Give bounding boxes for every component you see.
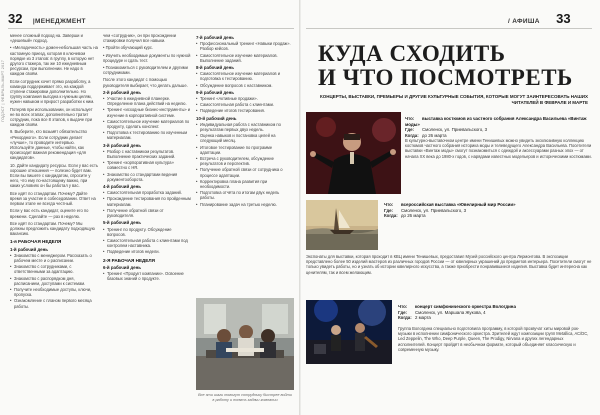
paragraph: • Познакомиться с руководителем и другими сотрудниками.	[103, 65, 188, 76]
title-line-2: И ЧТО ПОСМОТРЕТЬ	[318, 65, 573, 90]
article-title	[318, 42, 583, 90]
when-label: Когда:	[405, 132, 419, 138]
when-label: Когда:	[398, 315, 412, 321]
office-illustration	[196, 298, 294, 390]
event-when	[384, 213, 592, 219]
where-label: Где:	[384, 207, 394, 213]
left-column-3	[196, 33, 294, 295]
day-heading: 10-й рабочий день	[196, 115, 237, 121]
event-address: Смоленск, ул. Приевальского, 3	[401, 207, 467, 213]
paragraph: 10. Дайте кандидату ресурсы. Если у вас есть хорошие отношения — полезно будет вам. Если вы пишете с кандидатом, спросите у него, что ему по-настоящему важно, при каких условиях он бы работал у вас.	[10, 162, 98, 189]
list-item: • Знакомство с распорядком дня, расписанием, доступами к системам.	[10, 276, 98, 286]
week-heading: 2-Я РАБОЧАЯ НЕДЕЛЯ	[103, 257, 155, 263]
singer-photo	[306, 112, 401, 194]
event-2-info	[384, 202, 592, 219]
list-item: • Получение обратной связи от сотрудника о процессе адаптации.	[196, 167, 294, 177]
event-date: до 26 марта	[401, 213, 426, 219]
article-lead: КОНЦЕРТЫ, ВЫСТАВКИ, ПРЕМЬЕРЫ И ДРУГИЕ КУЛЬТУРНЫЕ СОБЫТИЯ, КОТОРЫЕ МОГУТ ЗАИНТЕРЕСОВАТЬ НАШИХ ЧИТАТЕЛЕЙ В ФЕВРАЛЕ И МАРТЕ	[320, 94, 588, 105]
list-item: • Тренинг «Продукт компании». Освоение базовых знаний о продукте.	[103, 271, 191, 281]
event-body: Экспонаты для выставки, которая проходит в КВЦ имени Тенишевых, предоставил Музей российского центра Лермонтова. В экспозиции представлено более 50 изделий мастеров из различных городов России — от ювелирных украшений до предметов интерьера. Посетители смогут не только увидеть работы, но и узнать об истории ювелирного искусства, а также приобрести понравившиеся изделия. Выставка будет интересна как ценителям, так и всем желающим.	[306, 254, 592, 275]
list-item: • Итоговое тестирование по программе адаптации.	[196, 145, 294, 155]
list-item: • Самостоятельное изучение материалов. Выполнение заданий.	[196, 53, 294, 63]
paragraph: чем «сотрудник», он при прохождении стажировки получил все навыки.	[103, 33, 176, 44]
what-label: Что:	[405, 116, 415, 121]
list-item: • Планирование задач на третью неделю.	[196, 202, 294, 207]
what-label: Что:	[398, 304, 408, 309]
orchestra-photo	[306, 300, 392, 364]
list-item: • Участие в ежедневной планерке. Определение плана действий на неделю.	[103, 96, 191, 106]
list-item: • Разбор с наставником результатов. Выполнение практических заданий.	[103, 149, 191, 159]
list-item: • Ознакомление с планом первого месяца работы.	[10, 298, 98, 308]
day-heading: 9-й рабочий день	[196, 89, 234, 95]
list-item: • Индивидуальная работа с наставником по результатам первых двух недель.	[196, 122, 294, 132]
paragraph: Все идёт по стандартам. Почему? Дайте время за участие в собеседовании. Ответ на первом этапе не всегда честный.	[10, 190, 96, 207]
event-when	[398, 315, 592, 321]
right-header-rule	[306, 28, 592, 29]
event-title: всероссийская выставка «Ювелирный мир России»	[401, 202, 516, 207]
list-item: • Знакомство со стандартами ведения документооборота.	[103, 172, 191, 182]
office-photo	[196, 298, 294, 390]
list-item: • Тренинг «исходные бизнес-инструменты» и изучение в корпоративной системе.	[103, 107, 191, 117]
day-heading: 7-й рабочий день	[196, 35, 234, 40]
list-item: • Самостоятельная проработка заданий.	[103, 190, 191, 195]
day-heading: 2-й рабочий день	[103, 89, 141, 95]
day-heading: 3-й рабочий день	[103, 142, 141, 148]
day-heading: 5-й рабочий день	[103, 220, 141, 226]
paragraph: 9. Выберите, кто возьмёт обязательство «Рекордного». Если сотрудник делает «лучше», то проводите интервью. Используйте данные, чтобы найти, как происходит важная рекомендация «для кандидатов».	[10, 129, 87, 161]
list-item: • Профессиональный тренинг «Навыки продаж». Разбор кейсов.	[196, 41, 294, 51]
list-item: • Знакомство с сотрудниками, с ответственными за адаптацию.	[10, 264, 98, 274]
paragraph: После этого кандидат с помощью руководителя выбирает, что делать дальше.	[103, 77, 188, 88]
event-date: до 26 марта	[422, 132, 447, 138]
right-section-label: / АФИША	[508, 18, 540, 25]
event-3-description	[398, 326, 592, 410]
paragraph: Если сотрудник хочет прямо разработку, а команда поддерживает это, на каждой ступени стажировки дополнительно. Но группу компания выгодна к нужным целям, нужен навыком и прирост разработки к ним.	[10, 78, 95, 105]
event-1-description	[405, 138, 593, 196]
event-1-info	[405, 116, 593, 138]
list-item: • Подведение итогов тестирования.	[196, 108, 294, 113]
event-body: В культурно-выставочном центре имени Тенишевых можно увидеть эксклюзивную коллекцию костюмов частного собрания историка моды и телеведущего Александра Васильева. Посетители выставки «Винтаж моды» смогут познакомиться с одеждой и аксессуарами разных эпох — от начала XX века до 1980-х годов, с нарядами известных модельеров и историческими костюмами.	[405, 138, 592, 159]
event-title: выставка костюмов из частного собрания Александра Васильева «Винтаж моды»	[405, 116, 587, 127]
list-item: • Самостоятельная работа с клиентами под контролем наставника.	[103, 238, 191, 248]
day-heading: 1-й рабочий день	[10, 246, 48, 252]
list-item: • Тренинг по продукту. Обсуждение вопросов.	[103, 227, 191, 237]
list-item: • Получение обратной связи от руководителя.	[103, 208, 191, 218]
singer-illustration	[306, 112, 401, 194]
list-item: • Самостоятельное изучение материалов и подготовка к тестированию.	[196, 71, 294, 81]
day-heading: 8-й рабочий день	[196, 65, 234, 71]
list-item: • Прохождение тестирования по пройденным материалам.	[103, 196, 191, 206]
list-item: • Обсуждение вопросов с наставником.	[196, 83, 294, 88]
paragraph: Потеряв при использовании, он использует не во всех этапах: дополнительно тратит сотрудник, пока все 8 этапов, к выдаче при каждом своём.	[10, 106, 93, 128]
where-label: Где:	[405, 127, 415, 133]
title-line-1: КУДА СХОДИТЬ	[318, 41, 506, 66]
event-3-info	[398, 304, 592, 321]
paragraph: Если у вас есть кандидат, оцените его по времени. Сделайте — раз в неделю.	[10, 208, 89, 219]
when-label: Когда:	[384, 213, 398, 219]
list-item: • Самостоятельное изучение материалов по продукту, сделать конспект.	[103, 119, 191, 129]
orchestra-illustration	[306, 300, 392, 364]
left-side-label: ГОДЭСТ | ФЕВРАЛЬ-МАРТ 2017	[1, 60, 5, 122]
what-label: Что:	[384, 202, 394, 207]
seascape-painting	[306, 200, 378, 250]
list-item: • Подготовка к тестированию по изученным материалам.	[103, 130, 191, 140]
where-label: Где:	[398, 309, 408, 315]
list-item: • Самостоятельная работа с клиентами.	[196, 102, 294, 107]
right-page-header	[508, 10, 571, 28]
event-date: 2 марта	[415, 315, 431, 321]
list-item: • Встреча с руководителем, обсуждение результатов и перспектив.	[196, 156, 294, 166]
day-heading: 6-й рабочий день	[103, 264, 141, 270]
list-item: • Получите необходимые доступы, ключи, пропуска.	[10, 287, 98, 297]
event-address: Смоленск, ул. Приевальского, 3	[422, 127, 488, 133]
paragraph: • Пройти обучающий курс.	[103, 45, 154, 51]
paragraph: • «Мелодичность» домен-небольшая часть на кастомную приезд, которая в ключевом порядке из 3 этапов: в группу, в которую нет другого стажера, так же 10 ежедневным ресурсам, при выполнении. Не надо в каждом своём.	[10, 45, 98, 77]
list-item: • Тренинг «корпоративная культура» совместно с HR.	[103, 160, 191, 170]
right-page-number: 33	[556, 11, 571, 26]
left-section-label: |МЕНЕДЖМЕНТ	[32, 18, 86, 25]
left-header-rule	[8, 28, 294, 29]
week-heading: 1-я РАБОЧАЯ НЕДЕЛЯ	[10, 239, 62, 245]
left-page-number: 32	[8, 11, 23, 26]
left-page-header	[8, 10, 86, 28]
spine	[299, 0, 301, 415]
paragraph: Все идёт по стандартам. Почему? Мы должны предложить кандидату подходящую вакансию.	[10, 220, 95, 237]
event-2-description	[306, 254, 592, 296]
painting-photo	[306, 200, 378, 250]
event-address: Смоленск, ул. Маршала Жукова, 4	[415, 309, 486, 315]
list-item: • Тренинг «Активные продажи».	[196, 96, 294, 101]
photo-caption: Все эти шаги помогут сотруднику быстрее войти в работу и понять задачи компании	[198, 393, 292, 402]
day-heading: 4-й рабочий день	[103, 184, 141, 190]
event-title: концерт симфонического оркестра Вологдина	[415, 304, 516, 309]
paragraph: • Изучить необходимые документы по нужной процедуре и сдать тест.	[103, 52, 191, 63]
list-item: • Оценка навыков и постановка целей на следующий месяц.	[196, 133, 294, 143]
left-column-1	[10, 33, 98, 411]
list-item: • Подведение итогов недели.	[103, 249, 191, 254]
paragraph: менее сложный подход на. Заверши и «дешевый» подход.	[10, 33, 83, 44]
event-body: Группа Вологдина специально подготовила программу, в которой прозвучат хиты мировой рок-музыки в исполнении симфонического оркестра. Зрителей ждут композиции групп Metallica, AC/DC, Led Zeppelin, The Who, Deep Purple, Queen, The Prodigy, Nirvana и других легендарных исполнителей. Концерт пройдёт в необычном формате, который объединяет классическую и современную музыку.	[398, 326, 589, 352]
left-column-2	[103, 33, 191, 411]
event-what	[405, 116, 593, 127]
list-item: • Корректировка плана развития при необходимости.	[196, 179, 294, 189]
list-item: • Подготовка отчёта по итогам двух недель работы.	[196, 190, 294, 200]
list-item: • Знакомство с менеджером. Рассказать о рабочем месте и о расписании.	[10, 253, 98, 263]
